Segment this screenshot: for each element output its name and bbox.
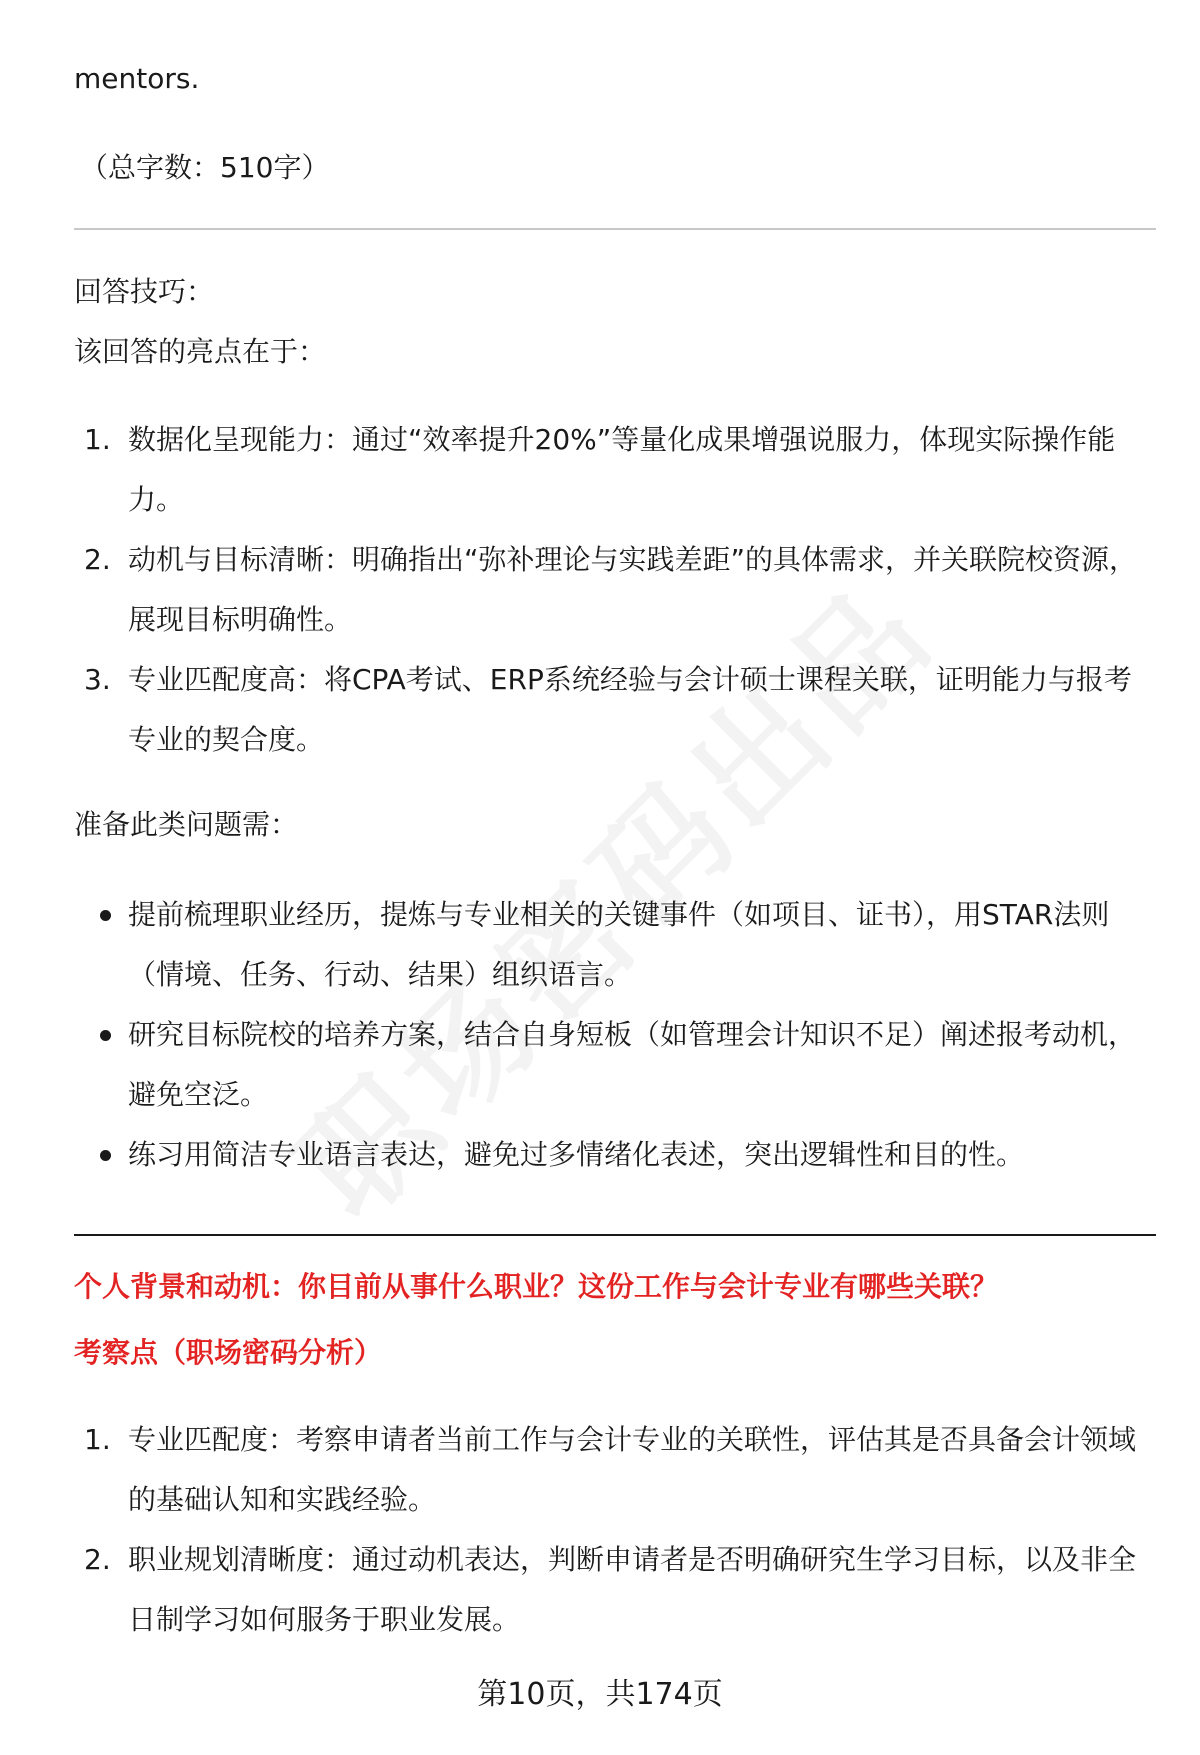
list-item — [74, 1410, 1154, 1530]
list-item — [74, 1530, 1154, 1650]
list-item-text: 专业匹配度高：将CPA考试、ERP系统经验与会计硕士课程关联，证明能力与报考专业的契合度。 — [128, 663, 1132, 756]
list-item — [74, 530, 1154, 650]
tips-heading: 回答技巧： — [74, 275, 215, 308]
bullet-icon — [100, 1150, 111, 1161]
page-footer: 第10页，共174页 — [477, 1677, 723, 1712]
list-item-text: 职业规划清晰度：通过动机表达，判断申请者是否明确研究生学习目标，以及非全日制学习如何服务于职业发展。 — [128, 1543, 1137, 1636]
question-title: 个人背景和动机：你目前从事什么职业？这份工作与会计专业有哪些关联？ — [74, 1270, 999, 1303]
intro-tail-text: mentors. — [74, 62, 200, 95]
list-item-text: 研究目标院校的培养方案，结合自身短板（如管理会计知识不足）阐述报考动机，避免空泛。 — [128, 1018, 1137, 1111]
list-number: 2. — [84, 543, 111, 576]
list-number: 2. — [84, 1543, 111, 1576]
section-divider — [74, 1234, 1156, 1236]
list-item-text: 提前梳理职业经历，提炼与专业相关的关键事件（如项目、证书），用STAR法则（情境、任务、行动、结果）组织语言。 — [128, 898, 1110, 991]
prep-list — [74, 885, 1154, 1185]
assessment-points-list — [74, 1410, 1154, 1650]
question-subtitle: 考察点（职场密码分析） — [74, 1336, 383, 1369]
list-item-text: 数据化呈现能力：通过“效率提升20%”等量化成果增强说服力，体现实际操作能力。 — [128, 423, 1116, 516]
prep-heading: 准备此类问题需： — [74, 808, 299, 841]
bullet-icon — [100, 1030, 111, 1041]
list-number: 1. — [84, 423, 111, 456]
list-item — [74, 1125, 1154, 1185]
highlights-list — [74, 410, 1154, 770]
list-item-text: 专业匹配度：考察申请者当前工作与会计专业的关联性，评估其是否具备会计领域的基础认知和实践经验。 — [128, 1423, 1137, 1516]
list-item-text: 动机与目标清晰：明确指出“弥补理论与实践差距”的具体需求，并关联院校资源，展现目标明确性。 — [128, 543, 1138, 636]
list-item-text: 练习用简洁专业语言表达，避免过多情绪化表述，突出逻辑性和目的性。 — [128, 1138, 1025, 1171]
list-number: 1. — [84, 1423, 111, 1456]
list-item — [74, 650, 1154, 770]
highlights-heading: 该回答的亮点在于： — [74, 335, 327, 368]
bullet-icon — [100, 910, 111, 921]
list-item — [74, 410, 1154, 530]
list-item — [74, 1005, 1154, 1125]
word-count: （总字数：510字） — [80, 151, 330, 184]
list-item — [74, 885, 1154, 1005]
section-divider — [74, 228, 1156, 230]
list-number: 3. — [84, 663, 111, 696]
